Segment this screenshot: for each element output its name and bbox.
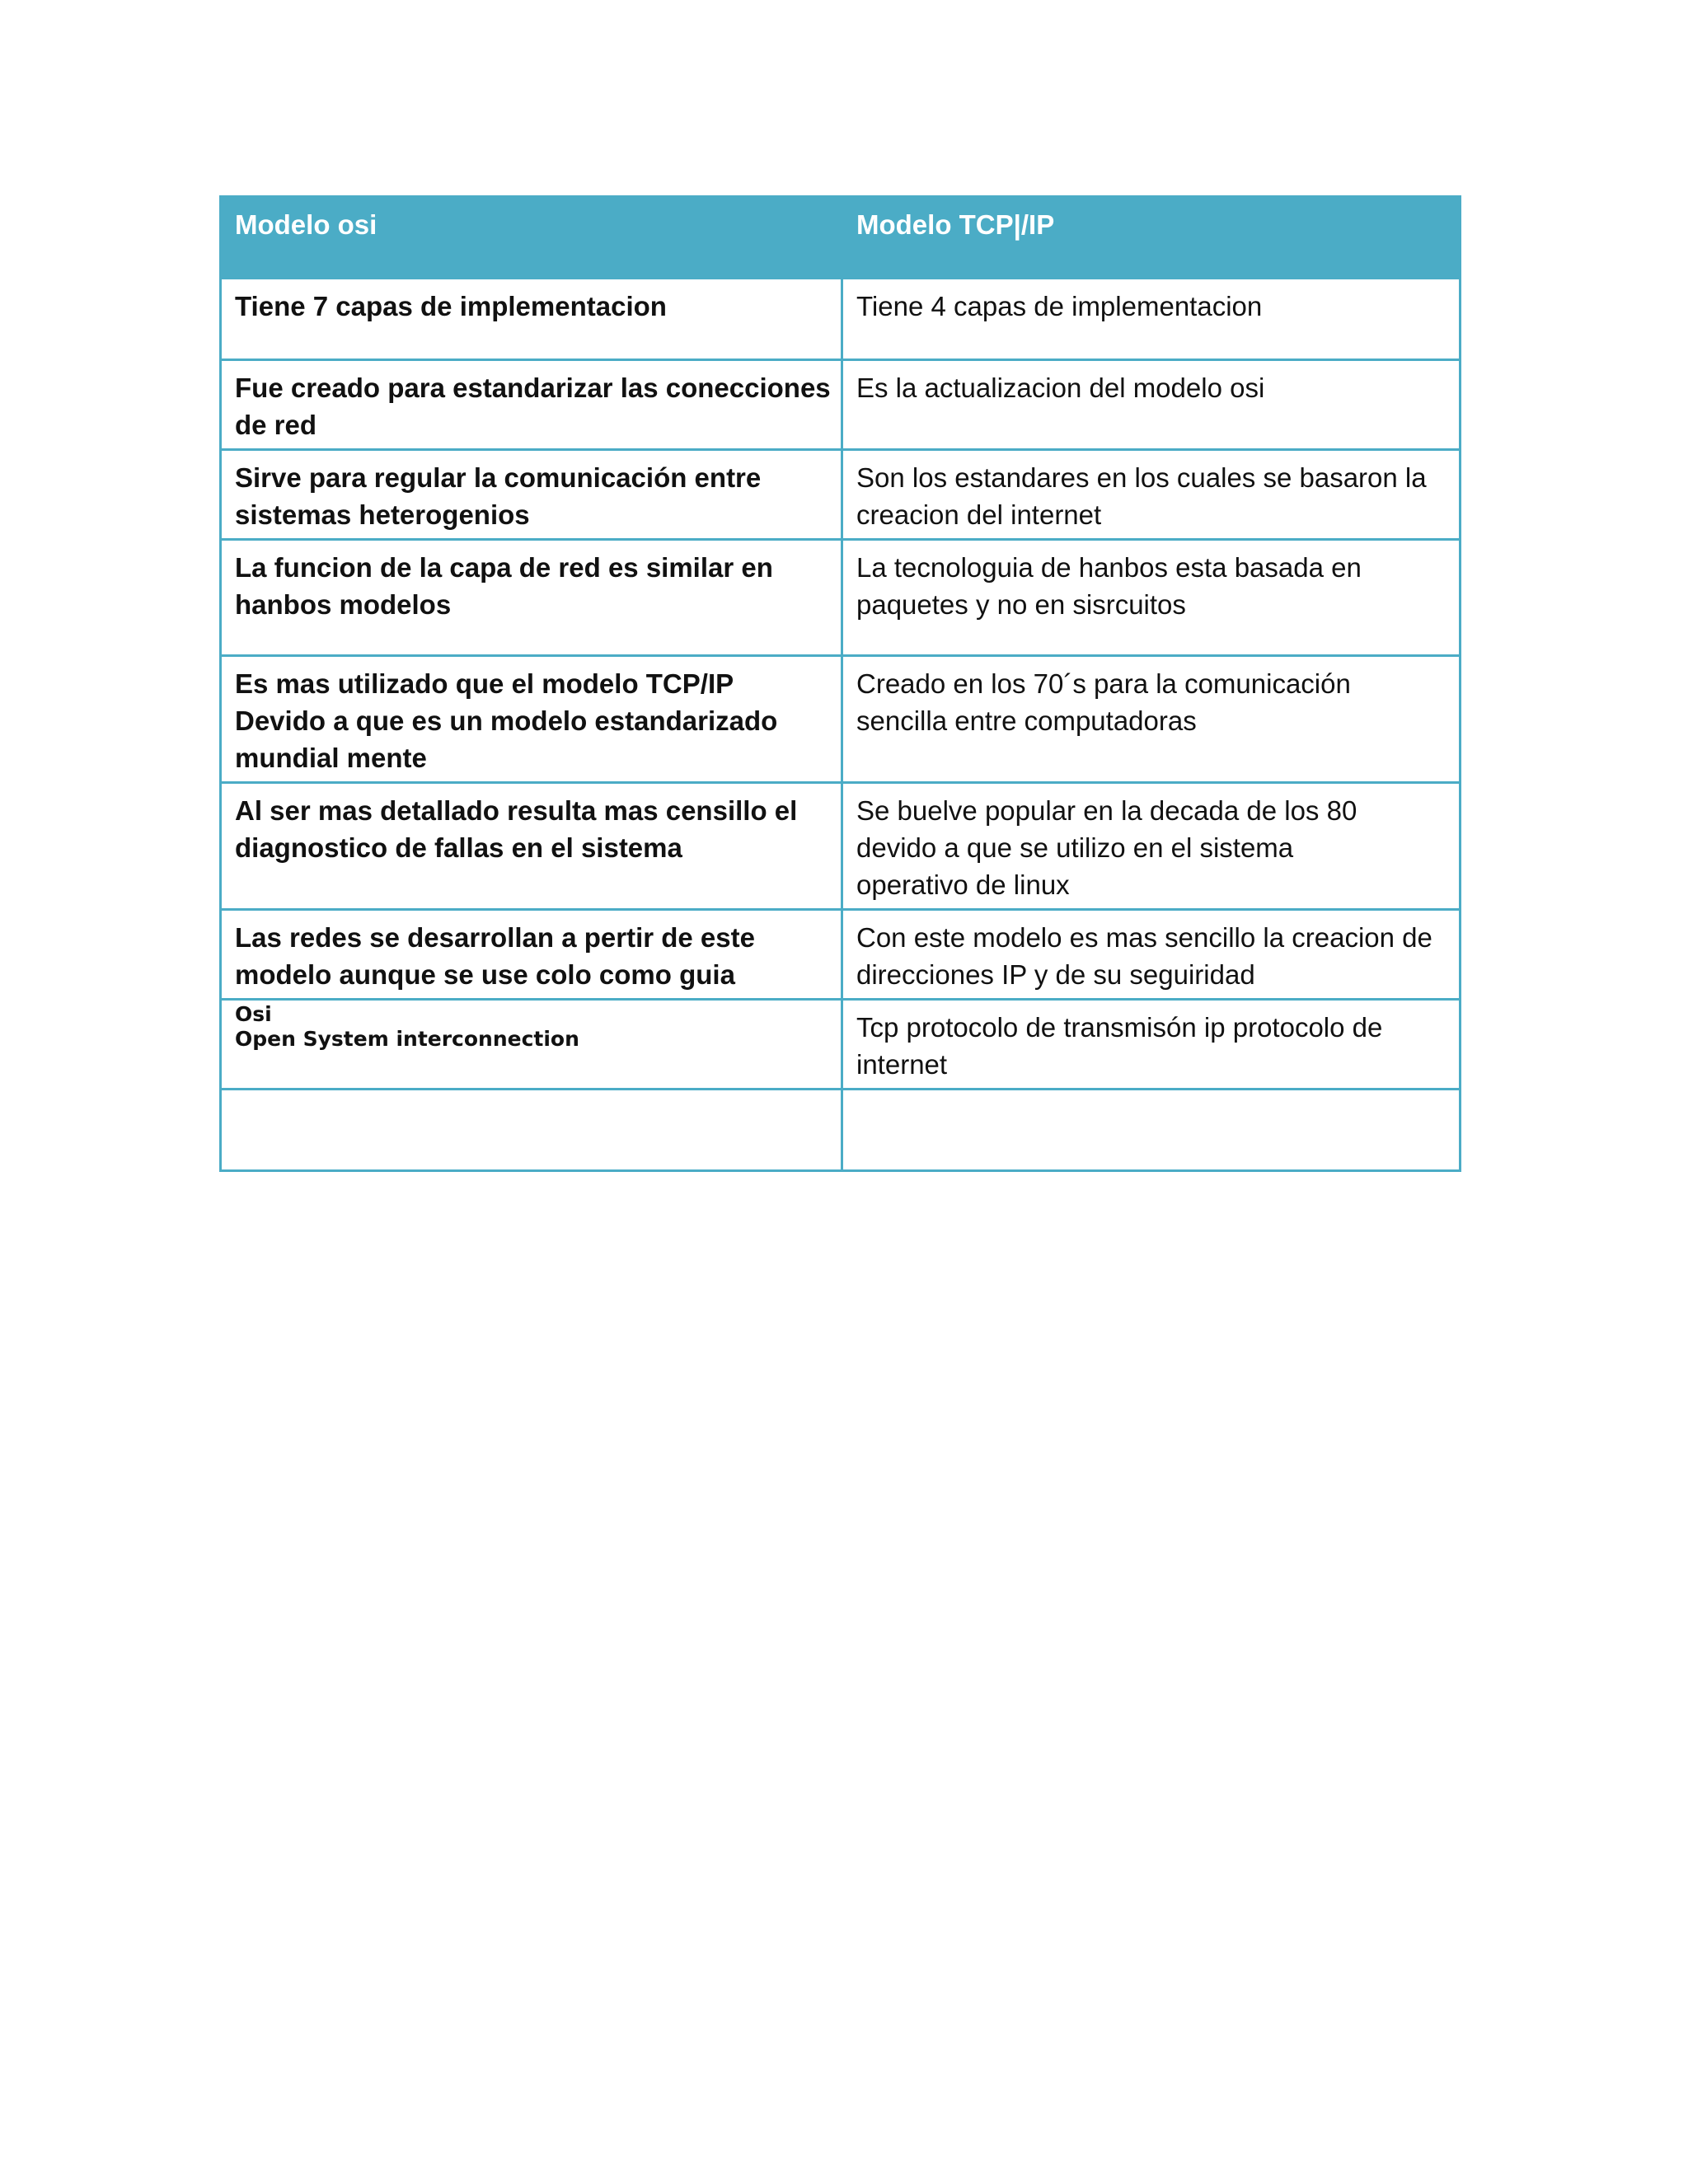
header-tcp-ip: Modelo TCP|/IP: [842, 197, 1461, 279]
table-row-empty: [221, 1090, 1461, 1171]
table-row: [221, 783, 1461, 910]
table-row: [221, 279, 1461, 360]
osi-cell: [221, 910, 842, 1000]
table-row: [221, 1000, 1461, 1090]
osi-acronym: Osi: [235, 1002, 272, 1026]
osi-cell: [221, 656, 842, 783]
cell-line: internet: [856, 1049, 948, 1080]
cell-line: de red: [235, 410, 317, 440]
tcp-cell: [842, 279, 1461, 360]
osi-cell: [221, 783, 842, 910]
cell-line: La funcion de la capa de red es similar en: [235, 552, 773, 583]
osi-cell: [221, 540, 842, 656]
header-osi: Modelo osi: [221, 197, 842, 279]
cell-line: diagnostico de fallas en el sistema: [235, 832, 682, 863]
cell-line: mundial mente: [235, 743, 427, 773]
empty-cell: [842, 1090, 1461, 1171]
cell-line: Es la actualizacion del modelo osi: [856, 373, 1265, 403]
tcp-cell: [842, 450, 1461, 540]
cell-line: Devido a que es un modelo estandarizado: [235, 705, 778, 736]
cell-line: Con este modelo es mas sencillo la creacion de: [856, 922, 1432, 953]
cell-line: Las redes se desarrollan a pertir de este: [235, 922, 755, 953]
tcp-cell: [842, 540, 1461, 656]
cell-line: Son los estandares en los cuales se basaron la: [856, 462, 1427, 493]
osi-cell: [221, 450, 842, 540]
tcp-cell: [842, 1000, 1461, 1090]
cell-line: sencilla entre computadoras: [856, 705, 1197, 736]
cell-line: modelo aunque se use colo como guia: [235, 959, 735, 990]
osi-cell: [221, 360, 842, 450]
table-row: [221, 656, 1461, 783]
cell-line: Es mas utilizado que el modelo TCP/IP: [235, 668, 734, 699]
tcp-cell: [842, 783, 1461, 910]
cell-line: La tecnologuia de hanbos esta basada en: [856, 552, 1362, 583]
cell-line: Sirve para regular la comunicación entre: [235, 462, 762, 493]
cell-line: devido a que se utilizo en el sistema: [856, 832, 1294, 863]
table-row: [221, 450, 1461, 540]
tcp-cell: [842, 360, 1461, 450]
table-row: [221, 910, 1461, 1000]
cell-line: creacion del internet: [856, 499, 1102, 530]
table-header-row: [221, 197, 1461, 279]
cell-line: sistemas heterogenios: [235, 499, 530, 530]
tcp-cell: [842, 656, 1461, 783]
cell-line: Al ser mas detallado resulta mas censillo el: [235, 795, 798, 826]
cell-line: Fue creado para estandarizar las conecciones: [235, 373, 831, 403]
cell-line: Creado en los 70´s para la comunicación: [856, 668, 1351, 699]
table-row: [221, 540, 1461, 656]
cell-line: Tiene 7 capas de implementacion: [235, 291, 667, 321]
osi-expansion: Open System interconnection: [235, 1027, 579, 1051]
comparison-table: [219, 195, 1461, 1172]
empty-cell: [221, 1090, 842, 1171]
tcp-cell: [842, 910, 1461, 1000]
cell-line: Se buelve popular en la decada de los 80: [856, 795, 1357, 826]
cell-line: Tcp protocolo de transmisón ip protocolo de: [856, 1012, 1383, 1043]
cell-line: operativo de linux: [856, 869, 1070, 900]
cell-line: paquetes y no en sisrcuitos: [856, 589, 1186, 620]
table-row: [221, 360, 1461, 450]
cell-line: direcciones IP y de su seguiridad: [856, 959, 1255, 990]
osi-cell: [221, 1000, 842, 1090]
cell-line: hanbos modelos: [235, 589, 452, 620]
cell-line: Tiene 4 capas de implementacion: [856, 291, 1263, 321]
osi-cell: [221, 279, 842, 360]
